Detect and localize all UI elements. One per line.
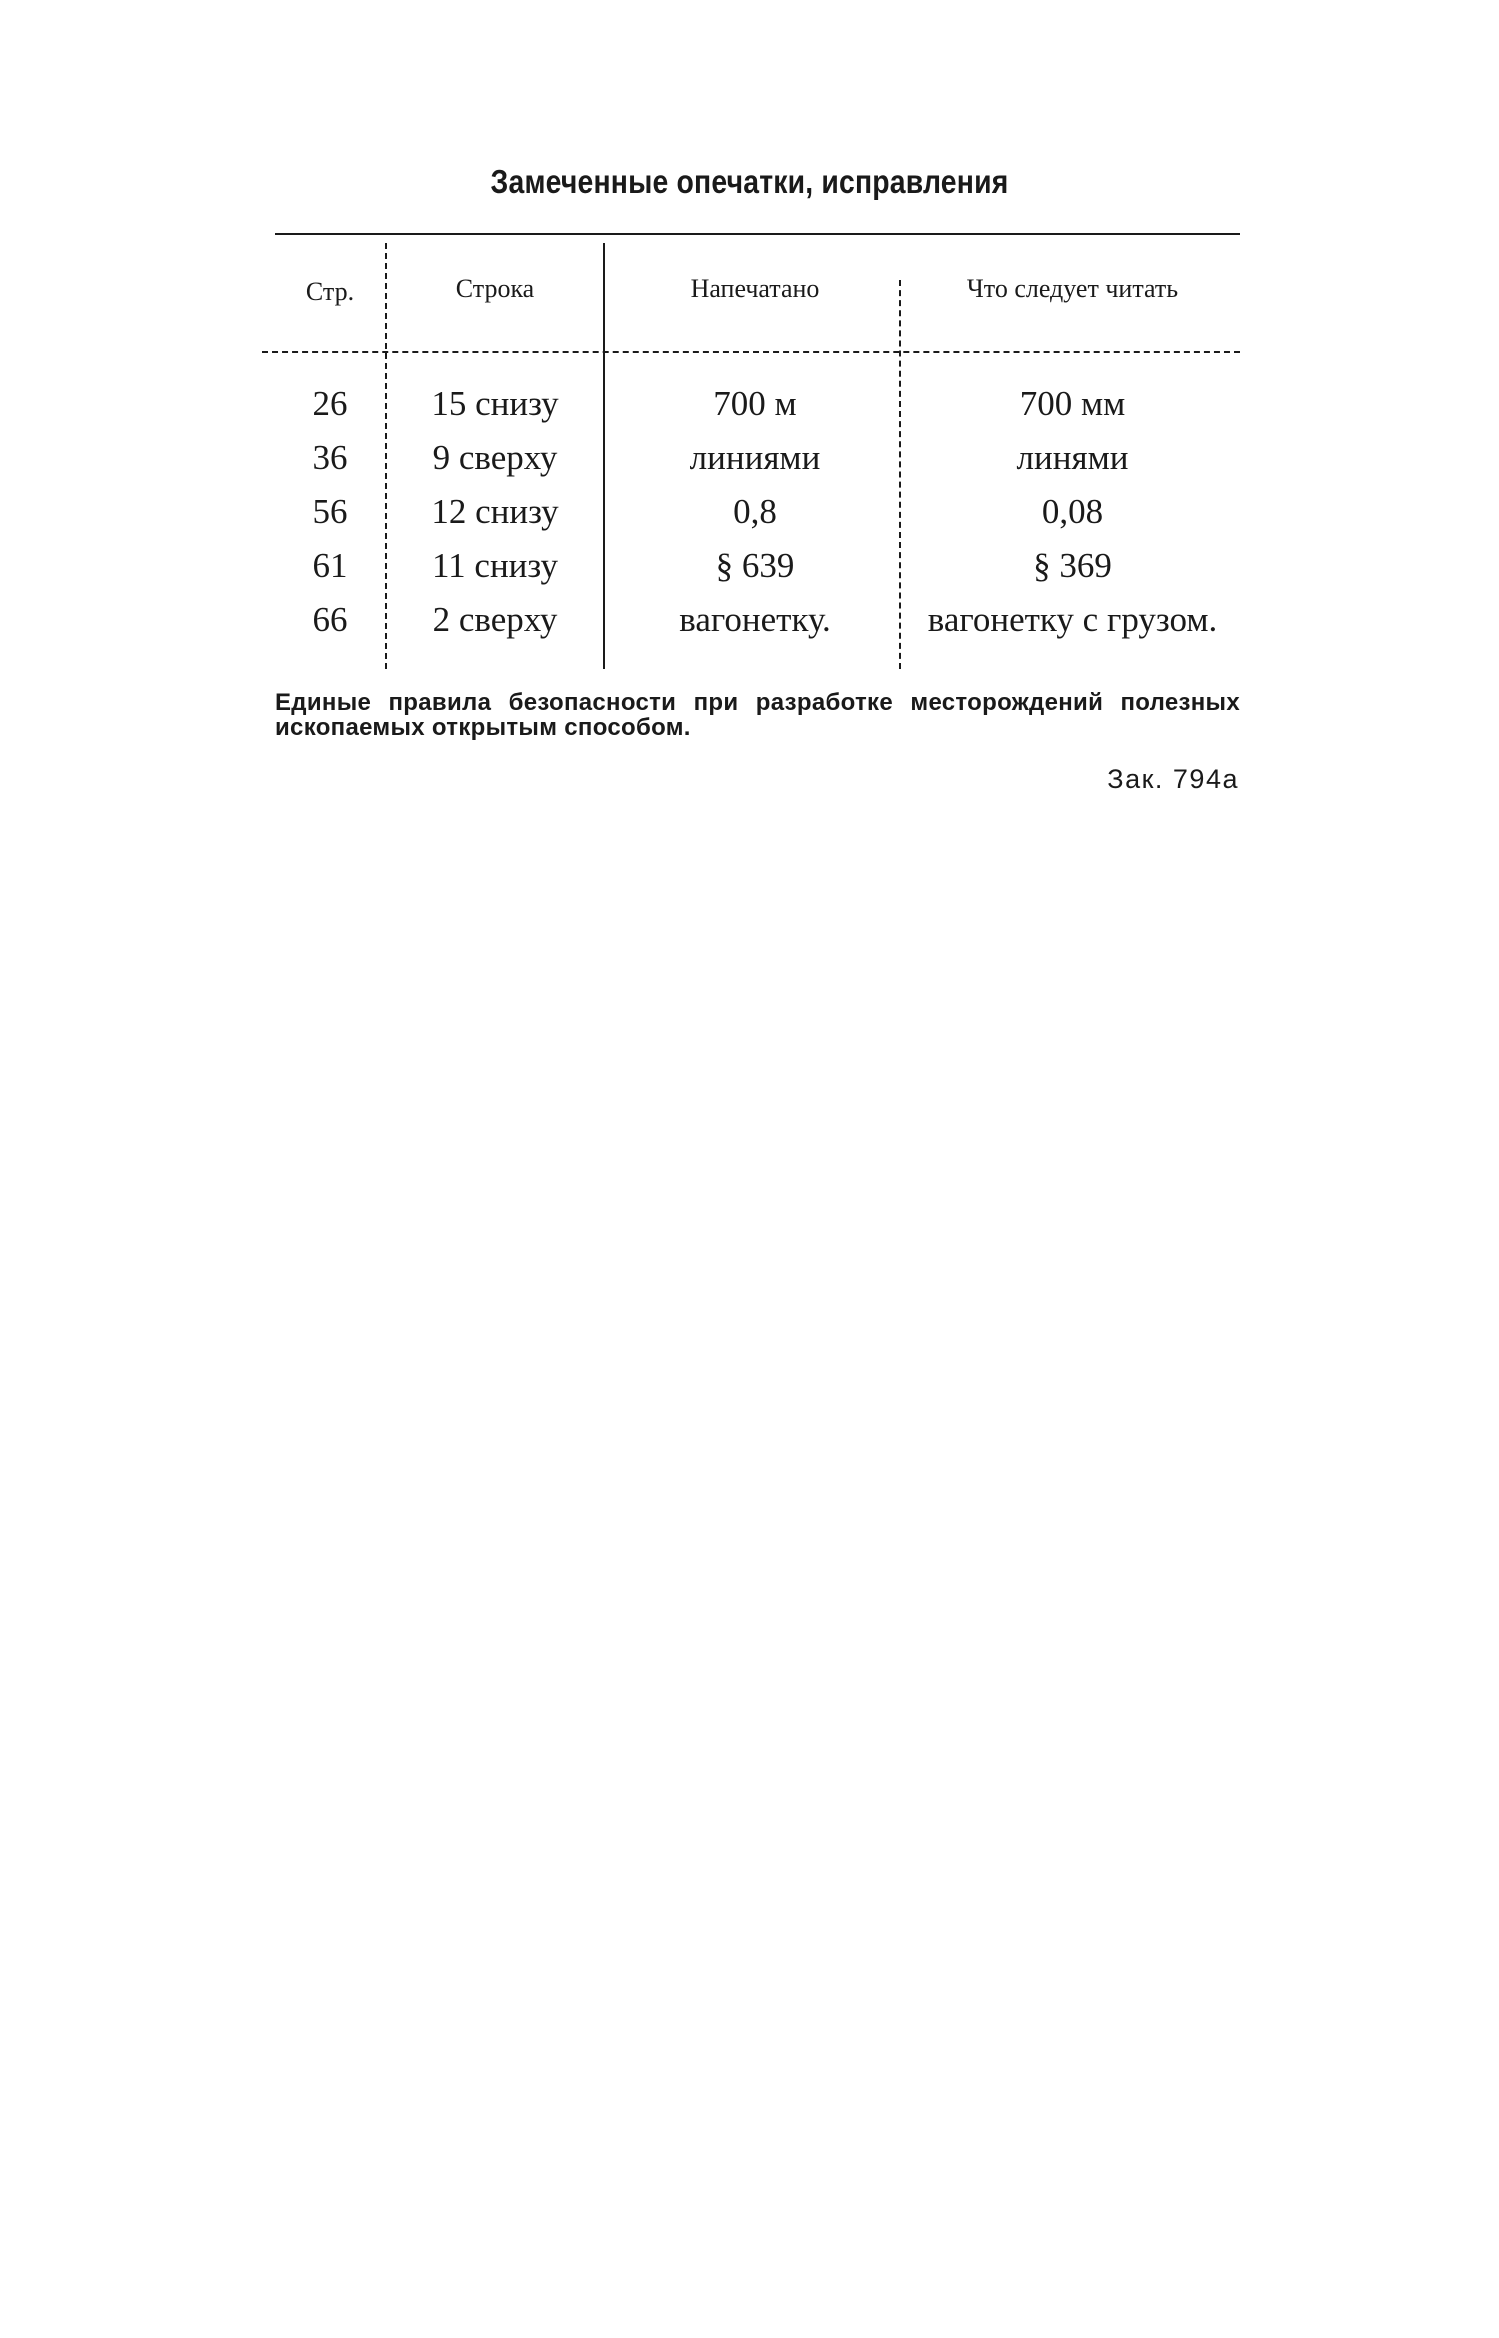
- table-top-rule: [275, 233, 1240, 235]
- column-divider-2: [603, 243, 605, 669]
- header-printed: Напечатано: [690, 274, 820, 303]
- row-1-printed: 700 м: [713, 384, 797, 423]
- row-2-printed: линиями: [689, 438, 821, 477]
- row-3-printed: 0,8: [733, 492, 777, 531]
- row-2-should-read: линями: [1016, 438, 1129, 477]
- row-1-page: 26: [312, 384, 348, 423]
- document-title-note: Единые правила безопасности при разработке месторождений полезных ископаемых открытым способом.: [275, 689, 1240, 741]
- table-header-rule: [262, 351, 1240, 353]
- row-4-printed: § 639: [715, 546, 795, 585]
- order-number: Зак. 794а: [1107, 764, 1239, 794]
- row-2-page: 36: [312, 438, 348, 477]
- row-5-should-read: вагонетку с грузом.: [927, 600, 1218, 639]
- row-3-should-read: 0,08: [1041, 492, 1104, 531]
- row-1-should-read: 700 мм: [1019, 384, 1126, 423]
- header-should-read: Что следует читать: [966, 274, 1179, 303]
- row-3-line: 12 снизу: [431, 492, 559, 531]
- row-3-page: 56: [312, 492, 348, 531]
- row-4-should-read: § 369: [1033, 546, 1112, 585]
- row-5-printed: вагонетку.: [679, 600, 831, 639]
- header-line: Строка: [455, 274, 535, 303]
- row-5-page: 66: [312, 600, 348, 639]
- row-5-line: 2 сверху: [432, 600, 558, 639]
- row-4-line: 11 снизу: [431, 546, 559, 585]
- column-divider-1: [385, 243, 387, 669]
- header-page: Стр.: [305, 277, 355, 306]
- row-1-line: 15 снизу: [431, 384, 559, 423]
- row-4-page: 61: [312, 546, 348, 585]
- row-2-line: 9 сверху: [432, 438, 558, 477]
- page-title: Замеченные опечатки, исправления: [490, 163, 1009, 200]
